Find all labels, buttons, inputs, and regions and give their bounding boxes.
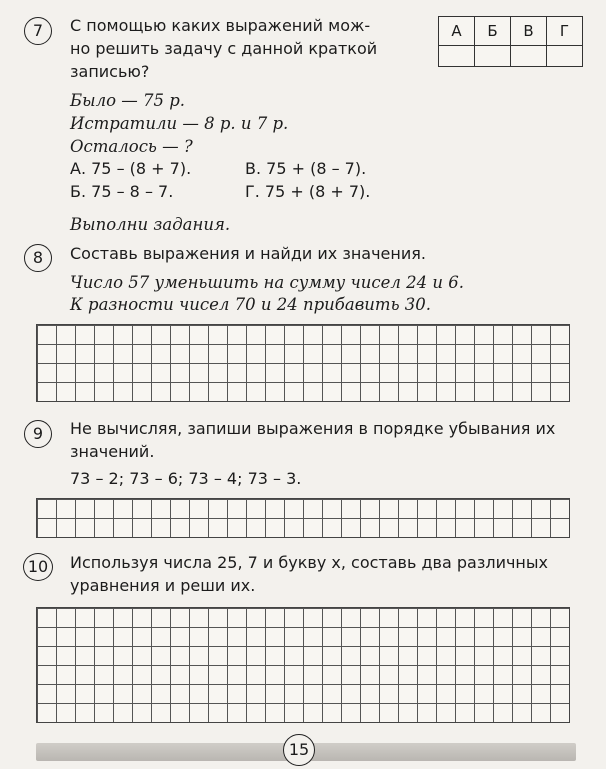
answer-header-b: Б [475, 17, 511, 46]
task-7-given-line-2: Истратили — 8 р. и 7 р. [70, 114, 289, 133]
section-heading: Выполни задания. [70, 215, 231, 234]
task-9-question-line-1: Не вычисляя, запиши выражения в порядке убывания их [70, 419, 556, 438]
answer-cell-b[interactable] [475, 46, 511, 67]
task-7-question-line-1: С помощью каких выражений мож- [70, 16, 371, 35]
answer-header-v: В [511, 17, 547, 46]
task-8-answer-grid[interactable] [36, 324, 570, 402]
task-9-expressions: 73 – 2; 73 – 6; 73 – 4; 73 – 3. [70, 469, 302, 488]
task-8-number: 8 [24, 244, 52, 272]
task-10-number: 10 [23, 553, 53, 581]
task-7-given-line-3: Осталось — ? [70, 137, 193, 156]
task-10-question-line-2: уравнения и реши их. [70, 576, 256, 595]
task-7-answer-table [438, 16, 583, 67]
task-10-question-line-1: Используя числа 25, 7 и букву x, составь два различных [70, 553, 548, 572]
answer-header-a: А [439, 17, 475, 46]
task-7-given-line-1: Было — 75 р. [70, 91, 186, 110]
task-7-option-g: Г. 75 + (8 + 7). [245, 182, 371, 201]
answer-cell-v[interactable] [511, 46, 547, 67]
task-9-number: 9 [24, 420, 52, 448]
task-8-line-2: К разности чисел 70 и 24 прибавить 30. [70, 295, 432, 314]
task-8-question: Составь выражения и найди их значения. [70, 244, 426, 263]
task-9-answer-grid[interactable] [36, 498, 570, 538]
answer-cell-a[interactable] [439, 46, 475, 67]
task-10-answer-grid[interactable] [36, 607, 570, 723]
task-7-option-b: Б. 75 – 8 – 7. [70, 182, 174, 201]
task-7-question-line-2: но решить задачу с данной краткой [70, 39, 378, 58]
task-9-question-line-2: значений. [70, 442, 155, 461]
answer-header-g: Г [547, 17, 583, 46]
task-7-option-v: В. 75 + (8 – 7). [245, 159, 367, 178]
task-7-number: 7 [24, 17, 52, 45]
task-7-question-line-3: записью? [70, 62, 150, 81]
page-number: 15 [283, 734, 315, 766]
task-7-option-a: А. 75 – (8 + 7). [70, 159, 192, 178]
task-8-line-1: Число 57 уменьшить на сумму чисел 24 и 6. [70, 273, 464, 292]
answer-cell-g[interactable] [547, 46, 583, 67]
